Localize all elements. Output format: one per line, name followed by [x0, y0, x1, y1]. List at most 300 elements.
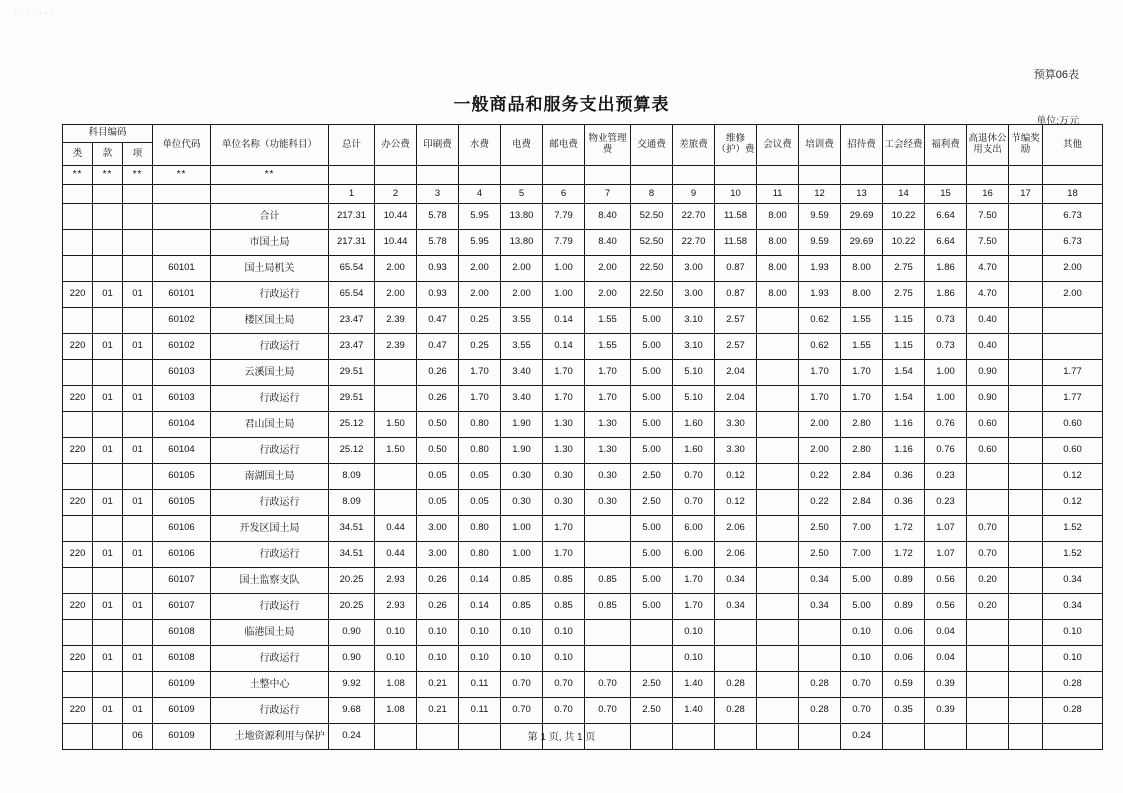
- cell-xiang: 01: [123, 594, 153, 620]
- cell-unit-code: 60108: [153, 620, 211, 646]
- cell-value-0: 34.51: [329, 542, 375, 568]
- cell-value-9: [715, 646, 757, 672]
- cell-value-17: [1043, 308, 1103, 334]
- cell-value-7: 5.00: [631, 412, 673, 438]
- cell-value-0: 25.12: [329, 412, 375, 438]
- cell-xiang: 06: [123, 724, 153, 750]
- cell-value-2: 5.78: [417, 230, 459, 256]
- cell-unit-name: 合计: [211, 204, 329, 230]
- cell-value-17: 0.10: [1043, 646, 1103, 672]
- cell-value-6: 8.40: [585, 204, 631, 230]
- cell-value-13: 1.15: [883, 334, 925, 360]
- cell-value-13: 2.75: [883, 256, 925, 282]
- cell-value-14: 0.39: [925, 672, 967, 698]
- cell-unit-code: 60104: [153, 438, 211, 464]
- cell-unit-code: 60109: [153, 672, 211, 698]
- cell-value-15: 0.20: [967, 568, 1009, 594]
- cell-unit-name: 土地资源利用与保护: [211, 724, 329, 750]
- cell-value-0: 8.09: [329, 490, 375, 516]
- cell-value-0: 65.54: [329, 282, 375, 308]
- cell-unit-name: 云溪国土局: [211, 360, 329, 386]
- cell-value-2: 0.93: [417, 282, 459, 308]
- page-title: 一般商品和服务支出预算表: [453, 95, 670, 114]
- cell-value-4: 3.40: [501, 386, 543, 412]
- cell-value-9: 0.87: [715, 282, 757, 308]
- cell-value-11: 2.00: [799, 438, 841, 464]
- cell-value-14: 1.86: [925, 256, 967, 282]
- index-col-13: 14: [883, 185, 925, 204]
- star-filler-5: [543, 166, 585, 185]
- index-col-9: 10: [715, 185, 757, 204]
- index-col-8: 9: [673, 185, 715, 204]
- cell-unit-code: 60109: [153, 698, 211, 724]
- table-row: [63, 620, 1103, 646]
- cell-value-0: 217.31: [329, 230, 375, 256]
- cell-value-4: 3.55: [501, 334, 543, 360]
- cell-lei: 220: [63, 594, 93, 620]
- cell-value-3: 0.14: [459, 594, 501, 620]
- index-col-5: 6: [543, 185, 585, 204]
- cell-kuan: [93, 412, 123, 438]
- cell-value-0: 0.90: [329, 646, 375, 672]
- cell-value-1: 1.50: [375, 412, 417, 438]
- cell-value-17: 0.12: [1043, 464, 1103, 490]
- cell-value-13: 0.59: [883, 672, 925, 698]
- cell-value-2: 0.21: [417, 672, 459, 698]
- cell-kuan: [93, 204, 123, 230]
- cell-value-13: 10.22: [883, 204, 925, 230]
- cell-value-16: [1009, 568, 1043, 594]
- cell-xiang: 01: [123, 646, 153, 672]
- cell-value-1: [375, 386, 417, 412]
- form-code-label: 预算06表: [1033, 69, 1079, 81]
- cell-value-0: 65.54: [329, 256, 375, 282]
- cell-xiang: [123, 204, 153, 230]
- cell-value-11: 1.93: [799, 282, 841, 308]
- table-row: [63, 516, 1103, 542]
- header-xiang: 项: [123, 143, 153, 166]
- cell-value-10: [757, 438, 799, 464]
- cell-value-3: 0.10: [459, 646, 501, 672]
- cell-value-15: 0.40: [967, 308, 1009, 334]
- cell-value-8: 5.10: [673, 360, 715, 386]
- table-row: [63, 308, 1103, 334]
- table-row: [63, 204, 1103, 230]
- cell-value-1: 2.39: [375, 334, 417, 360]
- cell-value-9: 2.57: [715, 334, 757, 360]
- cell-value-2: 0.21: [417, 698, 459, 724]
- cell-value-8: 6.00: [673, 542, 715, 568]
- scan-corner-mark: · · · · · · ·: [14, 10, 55, 17]
- table-row: [63, 646, 1103, 672]
- cell-value-15: [967, 620, 1009, 646]
- cell-value-15: 0.70: [967, 516, 1009, 542]
- cell-lei: 220: [63, 698, 93, 724]
- cell-value-0: 23.47: [329, 334, 375, 360]
- cell-value-9: 0.12: [715, 490, 757, 516]
- star-lei: **: [63, 166, 93, 185]
- cell-value-7: 5.00: [631, 568, 673, 594]
- cell-value-10: [757, 620, 799, 646]
- cell-value-8: 3.00: [673, 256, 715, 282]
- cell-kuan: [93, 256, 123, 282]
- cell-value-1: 2.00: [375, 256, 417, 282]
- header-row-index: [63, 185, 1103, 204]
- cell-value-17: 1.77: [1043, 386, 1103, 412]
- cell-value-10: 8.00: [757, 256, 799, 282]
- cell-unit-code: 60107: [153, 594, 211, 620]
- cell-xiang: 01: [123, 542, 153, 568]
- cell-value-4: 3.40: [501, 360, 543, 386]
- cell-value-7: 5.00: [631, 386, 673, 412]
- cell-value-12: 1.70: [841, 360, 883, 386]
- cell-value-11: 0.28: [799, 672, 841, 698]
- cell-value-4: 0.70: [501, 698, 543, 724]
- cell-value-15: 0.90: [967, 360, 1009, 386]
- cell-value-13: 0.36: [883, 464, 925, 490]
- cell-value-8: 1.40: [673, 698, 715, 724]
- header-col-7: 交通费: [631, 125, 673, 166]
- cell-value-9: 2.04: [715, 360, 757, 386]
- star-filler-16: [1009, 166, 1043, 185]
- cell-unit-code: 60106: [153, 542, 211, 568]
- cell-value-2: 0.50: [417, 438, 459, 464]
- cell-unit-name: 开发区国土局: [211, 516, 329, 542]
- cell-kuan: [93, 464, 123, 490]
- cell-value-15: [967, 672, 1009, 698]
- cell-value-4: 0.10: [501, 620, 543, 646]
- cell-value-10: [757, 490, 799, 516]
- cell-value-14: 0.76: [925, 412, 967, 438]
- cell-value-3: 2.00: [459, 256, 501, 282]
- cell-value-2: 5.78: [417, 204, 459, 230]
- cell-value-11: 2.50: [799, 542, 841, 568]
- cell-unit-code: 60105: [153, 490, 211, 516]
- cell-value-17: 1.77: [1043, 360, 1103, 386]
- cell-value-7: 52.50: [631, 204, 673, 230]
- cell-value-17: 0.60: [1043, 438, 1103, 464]
- cell-value-16: [1009, 698, 1043, 724]
- cell-value-5: 1.70: [543, 542, 585, 568]
- cell-value-2: 0.26: [417, 594, 459, 620]
- cell-value-6: [585, 620, 631, 646]
- cell-value-16: [1009, 594, 1043, 620]
- cell-unit-name: 行政运行: [211, 334, 329, 360]
- cell-kuan: [93, 360, 123, 386]
- cell-value-4: 0.85: [501, 568, 543, 594]
- header-col-0: 总计: [329, 125, 375, 166]
- cell-value-0: 29.51: [329, 360, 375, 386]
- cell-value-0: 23.47: [329, 308, 375, 334]
- cell-value-8: 22.70: [673, 204, 715, 230]
- cell-value-5: 1.70: [543, 516, 585, 542]
- cell-value-8: 6.00: [673, 516, 715, 542]
- cell-value-1: 2.93: [375, 568, 417, 594]
- cell-value-14: 1.07: [925, 516, 967, 542]
- cell-value-13: 1.72: [883, 542, 925, 568]
- cell-value-7: [631, 646, 673, 672]
- cell-value-11: 2.50: [799, 516, 841, 542]
- cell-value-9: 3.30: [715, 412, 757, 438]
- cell-xiang: 01: [123, 282, 153, 308]
- table-row: [63, 542, 1103, 568]
- cell-kuan: [93, 308, 123, 334]
- cell-value-5: 1.00: [543, 256, 585, 282]
- cell-value-10: 8.00: [757, 230, 799, 256]
- cell-value-13: 1.15: [883, 308, 925, 334]
- cell-xiang: [123, 256, 153, 282]
- budget-table: [62, 124, 1103, 750]
- cell-value-0: 9.92: [329, 672, 375, 698]
- cell-value-5: 0.85: [543, 594, 585, 620]
- cell-lei: [63, 620, 93, 646]
- cell-value-9: 0.12: [715, 464, 757, 490]
- cell-value-8: 1.70: [673, 568, 715, 594]
- cell-unit-name: 行政运行: [211, 282, 329, 308]
- cell-unit-code: 60102: [153, 334, 211, 360]
- cell-value-15: 0.40: [967, 334, 1009, 360]
- cell-unit-code: [153, 204, 211, 230]
- cell-value-12: 5.00: [841, 568, 883, 594]
- star-filler-6: [585, 166, 631, 185]
- cell-lei: [63, 230, 93, 256]
- cell-value-1: 1.08: [375, 698, 417, 724]
- cell-value-5: 1.30: [543, 412, 585, 438]
- cell-value-4: 13.80: [501, 230, 543, 256]
- cell-kuan: 01: [93, 334, 123, 360]
- header-col-13: 工会经费: [883, 125, 925, 166]
- star-filler-7: [631, 166, 673, 185]
- cell-lei: 220: [63, 438, 93, 464]
- table-row: [63, 230, 1103, 256]
- cell-value-3: 0.80: [459, 542, 501, 568]
- cell-value-6: 1.55: [585, 308, 631, 334]
- cell-unit-name: 行政运行: [211, 386, 329, 412]
- header-col-3: 水费: [459, 125, 501, 166]
- table-row: [63, 594, 1103, 620]
- cell-kuan: 01: [93, 282, 123, 308]
- cell-unit-code: 60106: [153, 516, 211, 542]
- cell-value-16: [1009, 360, 1043, 386]
- cell-value-9: 2.06: [715, 542, 757, 568]
- cell-value-10: [757, 308, 799, 334]
- cell-value-9: 11.58: [715, 230, 757, 256]
- cell-value-7: 22.50: [631, 256, 673, 282]
- cell-value-2: 0.47: [417, 308, 459, 334]
- cell-value-16: [1009, 464, 1043, 490]
- cell-value-5: 0.85: [543, 568, 585, 594]
- star-xiang: **: [123, 166, 153, 185]
- cell-lei: [63, 204, 93, 230]
- cell-value-2: 0.50: [417, 412, 459, 438]
- cell-value-15: 0.90: [967, 386, 1009, 412]
- cell-value-13: 0.06: [883, 620, 925, 646]
- cell-xiang: 01: [123, 490, 153, 516]
- cell-value-3: 0.14: [459, 568, 501, 594]
- header-col-14: 福利费: [925, 125, 967, 166]
- cell-value-9: 2.06: [715, 516, 757, 542]
- cell-value-17: 2.00: [1043, 282, 1103, 308]
- star-filler-9: [715, 166, 757, 185]
- cell-unit-name: 国土监察支队: [211, 568, 329, 594]
- cell-value-2: 0.10: [417, 646, 459, 672]
- cell-value-10: [757, 568, 799, 594]
- cell-value-15: [967, 490, 1009, 516]
- cell-value-6: [585, 516, 631, 542]
- cell-value-12: 0.10: [841, 620, 883, 646]
- cell-value-5: 0.30: [543, 490, 585, 516]
- cell-value-3: 0.80: [459, 412, 501, 438]
- cell-value-4: 2.00: [501, 282, 543, 308]
- cell-value-8: 1.60: [673, 438, 715, 464]
- cell-value-1: 0.44: [375, 542, 417, 568]
- cell-value-11: 0.62: [799, 334, 841, 360]
- page-footer: 第 1 页, 共 1 页: [527, 732, 596, 743]
- index-col-0: 1: [329, 185, 375, 204]
- cell-unit-code: [153, 230, 211, 256]
- cell-kuan: 01: [93, 542, 123, 568]
- cell-value-9: 0.34: [715, 568, 757, 594]
- cell-value-12: 0.70: [841, 672, 883, 698]
- cell-value-9: 2.04: [715, 386, 757, 412]
- cell-value-8: 3.10: [673, 308, 715, 334]
- cell-value-10: [757, 360, 799, 386]
- star-filler-8: [673, 166, 715, 185]
- star-filler-15: [967, 166, 1009, 185]
- table-row: [63, 464, 1103, 490]
- table-row: [63, 568, 1103, 594]
- header-col-10: 会议费: [757, 125, 799, 166]
- cell-value-6: 0.30: [585, 464, 631, 490]
- cell-value-12: 0.24: [841, 724, 883, 750]
- cell-value-16: [1009, 334, 1043, 360]
- star-filler-1: [375, 166, 417, 185]
- cell-value-15: 0.60: [967, 438, 1009, 464]
- cell-value-2: 0.05: [417, 464, 459, 490]
- cell-value-16: [1009, 516, 1043, 542]
- header-row-stars: [63, 166, 1103, 185]
- cell-value-13: 1.54: [883, 386, 925, 412]
- cell-value-8: 0.10: [673, 620, 715, 646]
- cell-value-14: 1.00: [925, 360, 967, 386]
- cell-value-7: 5.00: [631, 516, 673, 542]
- cell-value-4: 1.00: [501, 542, 543, 568]
- cell-kuan: [93, 230, 123, 256]
- cell-value-10: [757, 594, 799, 620]
- cell-value-12: 1.70: [841, 386, 883, 412]
- cell-lei: [63, 568, 93, 594]
- cell-value-4: 1.00: [501, 516, 543, 542]
- cell-value-14: 0.04: [925, 620, 967, 646]
- index-blank-kuan: [93, 185, 123, 204]
- table-row: [63, 698, 1103, 724]
- cell-value-17: 2.00: [1043, 256, 1103, 282]
- cell-unit-name: 行政运行: [211, 646, 329, 672]
- cell-value-4: 0.10: [501, 646, 543, 672]
- cell-value-12: 0.10: [841, 646, 883, 672]
- cell-value-5: 1.70: [543, 386, 585, 412]
- cell-value-16: [1009, 438, 1043, 464]
- star-unit-code: **: [153, 166, 211, 185]
- cell-value-1: 10.44: [375, 204, 417, 230]
- cell-value-15: [967, 698, 1009, 724]
- table-row: [63, 490, 1103, 516]
- cell-value-14: 6.64: [925, 230, 967, 256]
- cell-value-17: 0.12: [1043, 490, 1103, 516]
- cell-value-7: 5.00: [631, 438, 673, 464]
- cell-lei: [63, 672, 93, 698]
- cell-value-17: 6.73: [1043, 230, 1103, 256]
- cell-kuan: 01: [93, 594, 123, 620]
- cell-value-2: 0.47: [417, 334, 459, 360]
- cell-unit-code: 60104: [153, 412, 211, 438]
- cell-unit-code: 60108: [153, 646, 211, 672]
- cell-xiang: [123, 620, 153, 646]
- cell-value-16: [1009, 646, 1043, 672]
- cell-value-14: 0.76: [925, 438, 967, 464]
- cell-value-3: 5.95: [459, 204, 501, 230]
- cell-value-14: 1.00: [925, 386, 967, 412]
- star-filler-14: [925, 166, 967, 185]
- cell-value-14: 1.07: [925, 542, 967, 568]
- cell-value-14: 0.23: [925, 464, 967, 490]
- cell-value-3: 1.70: [459, 360, 501, 386]
- cell-value-8: 0.70: [673, 490, 715, 516]
- cell-value-10: [757, 386, 799, 412]
- cell-value-10: [757, 334, 799, 360]
- cell-value-0: 29.51: [329, 386, 375, 412]
- cell-value-15: [967, 646, 1009, 672]
- table-row: [63, 360, 1103, 386]
- cell-value-11: 2.00: [799, 412, 841, 438]
- cell-value-10: [757, 412, 799, 438]
- cell-value-12: 7.00: [841, 516, 883, 542]
- cell-xiang: 01: [123, 334, 153, 360]
- index-blank-unit-code: [153, 185, 211, 204]
- table-row: [63, 438, 1103, 464]
- cell-value-8: 3.10: [673, 334, 715, 360]
- cell-unit-name: 行政运行: [211, 438, 329, 464]
- header-col-9: 维修（护）费: [715, 125, 757, 166]
- star-filler-10: [757, 166, 799, 185]
- cell-value-12: 2.80: [841, 412, 883, 438]
- cell-value-10: [757, 542, 799, 568]
- index-col-3: 4: [459, 185, 501, 204]
- cell-value-6: 0.85: [585, 568, 631, 594]
- cell-unit-code: 60101: [153, 282, 211, 308]
- star-filler-3: [459, 166, 501, 185]
- header-col-17: 其他: [1043, 125, 1103, 166]
- cell-value-4: 0.30: [501, 464, 543, 490]
- cell-value-16: [1009, 282, 1043, 308]
- cell-value-3: 0.25: [459, 308, 501, 334]
- cell-value-14: 6.64: [925, 204, 967, 230]
- cell-value-5: 7.79: [543, 230, 585, 256]
- cell-value-12: 8.00: [841, 282, 883, 308]
- cell-value-5: 0.30: [543, 464, 585, 490]
- index-col-4: 5: [501, 185, 543, 204]
- cell-value-6: [585, 542, 631, 568]
- star-kuan: **: [93, 166, 123, 185]
- index-col-17: 18: [1043, 185, 1103, 204]
- cell-value-14: 1.86: [925, 282, 967, 308]
- index-blank-unit-name: [211, 185, 329, 204]
- cell-value-7: 52.50: [631, 230, 673, 256]
- cell-value-13: 0.06: [883, 646, 925, 672]
- cell-xiang: [123, 230, 153, 256]
- cell-value-7: 5.00: [631, 360, 673, 386]
- cell-value-3: 0.10: [459, 620, 501, 646]
